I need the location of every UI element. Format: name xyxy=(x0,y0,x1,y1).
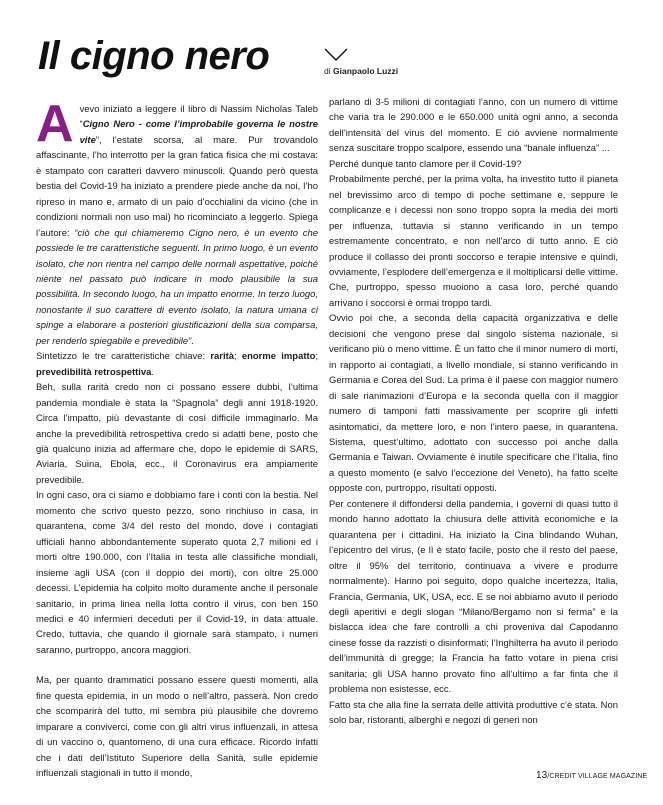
text-run: ”, l’estate scorsa, al mare. Pur trovandolo affascinante, l’ho interrotto per la gran fatica fisica che mi costava: è stampato con caratteri davvero minuscoli. Quando però questa bestia del Covid-19 ha iniziato a prendere piede anche da noi, l’ho ripreso in mano e, armato di un paio d’occhialini da vicino (che in condizioni normali non uso mai) ho ricominciato a leggerlo. Spiega l’autore: xyxy=(36,134,318,239)
text-run: ; xyxy=(233,351,242,363)
paragraph xyxy=(36,349,318,380)
paragraph: Ovvio poi che, a seconda della capacità organizzativa e delle decisioni che vengono prese dal singolo sistema nazionale, si verificano più o meno vittime. È un fatto che il minor numero di morti, in rapporto ai contagiati, a livello mondiale, si stanno verificando in Germania e Corea del Sud. La prima è il paese con maggior numero di sale rianimazioni d’Europa e la seconda quella con il maggior numero di tamponi fatti massivamente per scoprire gli infetti asintomatici, da mettere loro, e non l’intero paese, in quarantena. Sistema, quest’ultimo, adottato con successo poi anche dalla Germania e Taiwan. Ovviamente è inutile specificare che l’Italia, fino a questo momento (e salvo l’eccezione del Veneto), ha fatto scelte opposte con, purtroppo, risultati opposti. xyxy=(329,313,618,495)
paragraph xyxy=(36,95,319,349)
byline xyxy=(324,66,398,76)
page-footer xyxy=(536,770,647,781)
quote: “ciò che qui chiameremo Cigno nero, è un evento che possiede le tre caratteristiche seguenti. In primo luogo, è un evento isolato, che non rientra nel campo delle normali aspettative, poiché niente nel passato può indicare in modo plausibile la sua possibilità. In secondo luogo, ha un impatto enorme. In terzo luogo, nonostante il suo carattere di evento isolato, la natura umana ci spinge a elaborare a posteriori giustificazioni della sua comparsa, per renderlo spiegabile e prevedibile” xyxy=(36,227,319,347)
book-title: Cigno Nero - come l’improbabile governa le nostre vite xyxy=(79,119,318,146)
keyword: prevedibilità retrospettiva xyxy=(36,366,152,378)
paragraph: Beh, sulla rarità credo non ci possano essere dubbi, l’ultima pandemia mondiale è stata la “Spagnola” degli anni 1918-1920. Circa l’impatto, più devastante di così difficile immaginarlo. Ma anche la prevedibilità retrospettiva credo si adatti bene, posto che già qualcuno inizia ad affermare che, dopo le epidemie di SARS, Aviaria, Suina, Ebola, ecc., il Coronavirus era ampiamente prevedibile. xyxy=(36,382,318,486)
text-run: Sintetizzo le tre caratteristiche chiave: xyxy=(36,351,211,363)
keyword: enorme impatto xyxy=(241,351,316,363)
right-column xyxy=(329,95,618,729)
left-column xyxy=(36,95,319,781)
text-run: ; xyxy=(315,351,318,363)
drop-cap: A xyxy=(36,95,74,153)
magazine-name: /CREDIT VILLAGE MAGAZINE xyxy=(547,773,648,780)
text-run: vevo iniziato a leggere il libro di Nassim Nicholas Taleb “ xyxy=(79,104,318,131)
paragraph: In ogni caso, ora ci siamo e dobbiamo fare i conti con la bestia. Nel momento che scrivo questo pezzo, sono rinchiuso in casa, in quarantena, come 3/4 del resto del mondo, dove i contagiati ufficiali hanno abbondantemente superato quota 2,7 milioni ed i morti oltre 190.000, con l’Italia in testa alle classifiche mondiali, insieme agli USA (con il doppio dei morti), con oltre 25.000 decessi. L’epidemia ha colpito molto duramente anche il personale sanitario, in prima linea nella lotta contro il virus, con ben 150 medici e 40 infermieri deceduti per il Covid-19, in data attuale. Credo, tuttavia, che quando il giornale sarà stampato, i numeri saranno, purtroppo, ancora maggiori. xyxy=(36,490,318,656)
chevron-down-icon xyxy=(324,48,348,62)
author-name: Gianpaolo Luzzi xyxy=(333,66,399,76)
paragraph: Perché dunque tanto clamore per il Covid-19? xyxy=(329,158,522,170)
byline-prefix: di xyxy=(324,66,331,76)
text-run: . xyxy=(191,335,194,347)
page-title: Il cigno nero xyxy=(38,34,270,78)
paragraph: Probabilmente perché, per la prima volta, ha investito tutto il pianeta nel brevissimo arco di tempo di poche settimane e, seppure le complicanze e i decessi non sono troppo sopra la media dei morti per influenza, tuttavia si stanno verificando in un tempo estremamente concentrato, e non nell’arco di tutto anno. E ciò produce il collasso dei pronti soccorso e terapie intensive e quindi, ovviamente, l’esplodere dell’emergenza e il moltiplicarsi delle vittime. Che, purtroppo, spesso muoiono a casa loro, perché quando arrivano i soccorsi è ormai troppo tardi. xyxy=(329,174,618,309)
text-run: . xyxy=(151,366,155,378)
paragraph: Ma, per quanto drammatici possano essere questi momenti, alla fine questa epidemia, in un modo o nell’altro, passerà. Non credo che scomparirà del tutto, mi sembra più plausibile che dovremo imparare a conviverci, come con gli altri virus influenzali, in attesa di un vaccino o, quantomeno, di una cura efficace. Ricordo infatti che i dati dell’Istituto Superiore della Sanità, sulle epidemie influenzali stagionali in tutto il mondo, xyxy=(36,675,318,780)
paragraph: parlano di 3-5 milioni di contagiati l’anno, con un numero di vittime che varia tra le 290.000 e le 650.000 unità ogni anno, a seconda dell’intensità del virus del momento. E ciò avviene normalmente senza suscitare troppo scalpore, essendo una “banale influenza” ... xyxy=(329,97,618,155)
keyword: rarità xyxy=(210,351,234,363)
paragraph: Fatto sta che alla fine la serrata delle attività produttive c’è stata. Non solo bar, ristoranti, alberghi e negozi di generi non xyxy=(329,699,618,727)
page-number: 13 xyxy=(536,770,548,781)
paragraph: Per contenere il diffondersi della pandemia, i governi di quasi tutto il mondo hanno adottato la chiusura delle attività economiche e la quarantena per i cittadini. Ha iniziato la Cina blindando Wuhan, l’epicentro del virus, (e lì è stato facile, posto che il resto del paese, oltre il 95% del territorio, continuava a vivere e produrre normalmente). Hanno poi seguito, dopo qualche incertezza, Italia, Francia, Germania, UK, USA, ecc. E se noi abbiamo avuto il periodo degli aperitivi e degli slogan “Milano/Bergamo non si ferma” e la bislacca idea che fare controlli a chi proveniva dal Capodanno cinese fosse da razzisti o disinformati; l’Inghilterra ha avuto il periodo dell’immunità di gregge; la Francia ha fatto votare in piena crisi sanitaria; gli USA hanno provato fino all’ultimo a far finta che il problema non esistesse, ecc. xyxy=(329,498,618,696)
